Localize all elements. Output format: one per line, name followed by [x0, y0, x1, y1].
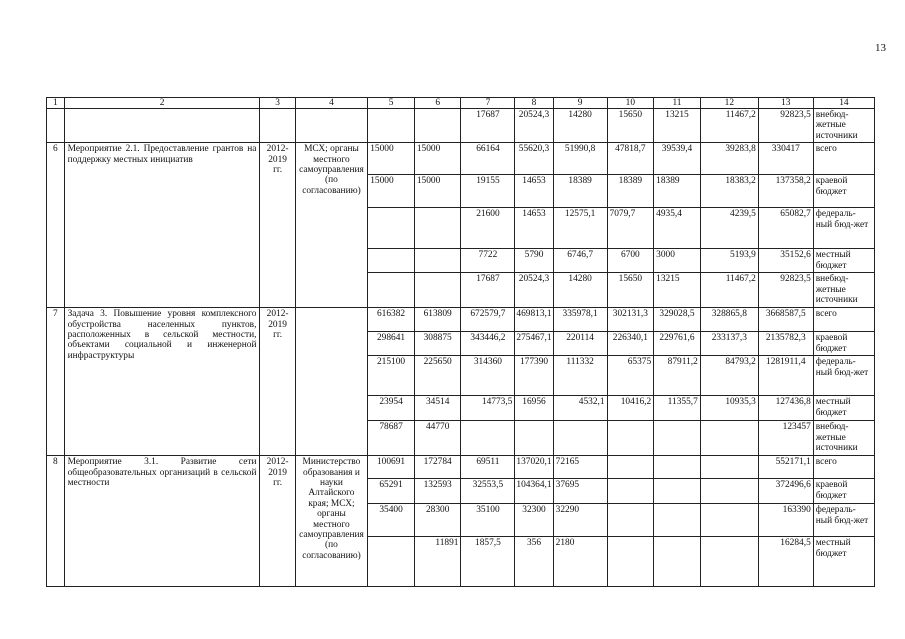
- value-cell: 275467,1: [515, 332, 553, 356]
- value-cell: 72165: [553, 456, 607, 479]
- value-cell: 7722: [461, 249, 515, 273]
- value-cell: [553, 421, 607, 456]
- header-cell: 11: [654, 98, 701, 109]
- value-cell: 10416,2: [607, 396, 654, 421]
- value-cell: 92823,5: [758, 109, 813, 143]
- value-cell: 233137,3: [700, 332, 758, 356]
- value-cell: 13215: [654, 109, 701, 143]
- value-cell: 32300: [515, 504, 553, 537]
- value-cell: [654, 421, 701, 456]
- value-cell: [368, 273, 415, 308]
- value-cell: 87911,2: [654, 356, 701, 396]
- value-cell: 3000: [654, 249, 701, 273]
- value-cell: 329028,5: [654, 308, 701, 332]
- value-cell: 11467,2: [700, 109, 758, 143]
- value-cell: 5193,9: [700, 249, 758, 273]
- value-cell: 65375: [607, 356, 654, 396]
- value-cell: [414, 249, 461, 273]
- value-cell: 17687: [461, 273, 515, 308]
- value-cell: 16956: [515, 396, 553, 421]
- value-cell: [515, 421, 553, 456]
- value-cell: 343446,2: [461, 332, 515, 356]
- value-cell: 302131,3: [607, 308, 654, 332]
- header-cell: 13: [758, 98, 813, 109]
- value-cell: 39283,8: [700, 143, 758, 175]
- value-cell: 14653: [515, 208, 553, 249]
- header-cell: 8: [515, 98, 553, 109]
- value-cell: 35400: [368, 504, 415, 537]
- table-row: [47, 143, 875, 175]
- value-cell: 21600: [461, 208, 515, 249]
- value-cell: 672579,7: [461, 308, 515, 332]
- value-cell: 3668587,5: [758, 308, 813, 332]
- value-cell: [368, 208, 415, 249]
- value-cell: 15650: [607, 273, 654, 308]
- value-cell: 44770: [414, 421, 461, 456]
- value-cell: 19155: [461, 175, 515, 208]
- value-cell: [607, 504, 654, 537]
- value-cell: 18389: [654, 175, 701, 208]
- value-cell: 14773,5: [461, 396, 515, 421]
- header-cell: 9: [553, 98, 607, 109]
- value-cell: [700, 504, 758, 537]
- value-cell: 4935,4: [654, 208, 701, 249]
- value-cell: 39539,4: [654, 143, 701, 175]
- funding-source-cell: местный бюджет: [813, 249, 874, 273]
- value-cell: 356: [515, 537, 553, 587]
- funding-source-cell: федераль-ный бюд-жет: [813, 356, 874, 396]
- value-cell: 51990,8: [553, 143, 607, 175]
- value-cell: 18383,2: [700, 175, 758, 208]
- value-cell: 65291: [368, 479, 415, 504]
- value-cell: 226340,1: [607, 332, 654, 356]
- value-cell: 328865,8: [700, 308, 758, 332]
- value-cell: 20524,3: [515, 273, 553, 308]
- funding-source-cell: местный бюджет: [813, 537, 874, 587]
- value-cell: 225650: [414, 356, 461, 396]
- header-cell: 6: [414, 98, 461, 109]
- value-cell: 11355,7: [654, 396, 701, 421]
- value-cell: 335978,1: [553, 308, 607, 332]
- value-cell: 4239,5: [700, 208, 758, 249]
- row-number-cell: 8: [47, 456, 65, 587]
- value-cell: 330417: [758, 143, 813, 175]
- funding-source-cell: краевой бюджет: [813, 479, 874, 504]
- header-cell: 4: [295, 98, 368, 109]
- period-cell: 2012-2019 гг.: [260, 308, 295, 456]
- value-cell: 616382: [368, 308, 415, 332]
- value-cell: 111332: [553, 356, 607, 396]
- funding-source-cell: краевой бюджет: [813, 175, 874, 208]
- value-cell: 55620,3: [515, 143, 553, 175]
- value-cell: 11467,2: [700, 273, 758, 308]
- value-cell: 613809: [414, 308, 461, 332]
- value-cell: [368, 537, 415, 587]
- value-cell: 2135782,3: [758, 332, 813, 356]
- value-cell: [700, 537, 758, 587]
- value-cell: 15000: [368, 143, 415, 175]
- header-cell: 10: [607, 98, 654, 109]
- period-cell: [260, 109, 295, 143]
- value-cell: 78687: [368, 421, 415, 456]
- value-cell: 172784: [414, 456, 461, 479]
- value-cell: 32290: [553, 504, 607, 537]
- value-cell: 137020,1: [515, 456, 553, 479]
- value-cell: [654, 479, 701, 504]
- value-cell: 15650: [607, 109, 654, 143]
- value-cell: 7079,7: [607, 208, 654, 249]
- funding-source-cell: федераль-ный бюд-жет: [813, 504, 874, 537]
- header-cell: 2: [64, 98, 260, 109]
- value-cell: [607, 537, 654, 587]
- value-cell: 298641: [368, 332, 415, 356]
- table-row: [47, 456, 875, 479]
- value-cell: 5790: [515, 249, 553, 273]
- header-cell: 3: [260, 98, 295, 109]
- row-number-cell: 7: [47, 308, 65, 456]
- value-cell: 104364,1: [515, 479, 553, 504]
- budget-table: [46, 97, 875, 587]
- table-row: [47, 308, 875, 332]
- funding-source-cell: краевой бюджет: [813, 332, 874, 356]
- value-cell: 137358,2: [758, 175, 813, 208]
- header-cell: 5: [368, 98, 415, 109]
- value-cell: 14280: [553, 109, 607, 143]
- funding-source-cell: всего: [813, 308, 874, 332]
- value-cell: 18389: [553, 175, 607, 208]
- funding-source-cell: федераль-ный бюд-жет: [813, 208, 874, 249]
- value-cell: [368, 109, 415, 143]
- value-cell: [654, 504, 701, 537]
- executor-cell: Министерство образования и науки Алтайского края; МСХ; органы местного самоуправления (по согласованию): [295, 456, 368, 587]
- value-cell: 10935,3: [700, 396, 758, 421]
- value-cell: 2180: [553, 537, 607, 587]
- value-cell: 15000: [368, 175, 415, 208]
- value-cell: 14653: [515, 175, 553, 208]
- value-cell: 14280: [553, 273, 607, 308]
- value-cell: 34514: [414, 396, 461, 421]
- value-cell: 132593: [414, 479, 461, 504]
- value-cell: 17687: [461, 109, 515, 143]
- value-cell: [414, 208, 461, 249]
- value-cell: 47818,7: [607, 143, 654, 175]
- value-cell: 69511: [461, 456, 515, 479]
- value-cell: [414, 273, 461, 308]
- measure-name-cell: [64, 109, 260, 143]
- value-cell: 469813,1: [515, 308, 553, 332]
- value-cell: 23954: [368, 396, 415, 421]
- funding-source-cell: внебюд-жетные источники: [813, 109, 874, 143]
- value-cell: 28300: [414, 504, 461, 537]
- value-cell: [700, 456, 758, 479]
- value-cell: [607, 421, 654, 456]
- executor-cell: [295, 109, 368, 143]
- value-cell: 6700: [607, 249, 654, 273]
- value-cell: 11891: [414, 537, 461, 587]
- value-cell: 32553,5: [461, 479, 515, 504]
- value-cell: 12575,1: [553, 208, 607, 249]
- value-cell: [700, 421, 758, 456]
- value-cell: 163390: [758, 504, 813, 537]
- value-cell: [654, 456, 701, 479]
- value-cell: 92823,5: [758, 273, 813, 308]
- value-cell: [461, 421, 515, 456]
- funding-source-cell: всего: [813, 456, 874, 479]
- value-cell: 4532,1: [553, 396, 607, 421]
- funding-source-cell: внебюд-жетные источники: [813, 421, 874, 456]
- value-cell: 66164: [461, 143, 515, 175]
- value-cell: 1857,5: [461, 537, 515, 587]
- row-number-cell: [47, 109, 65, 143]
- value-cell: 35100: [461, 504, 515, 537]
- measure-name-cell: Мероприятие 2.1. Предоставление грантов на поддержку местных инициатив: [64, 143, 260, 308]
- value-cell: 15000: [414, 175, 461, 208]
- value-cell: 177390: [515, 356, 553, 396]
- value-cell: [607, 456, 654, 479]
- value-cell: 15000: [414, 143, 461, 175]
- header-cell: 7: [461, 98, 515, 109]
- value-cell: 314360: [461, 356, 515, 396]
- value-cell: [607, 479, 654, 504]
- value-cell: 308875: [414, 332, 461, 356]
- value-cell: 84793,2: [700, 356, 758, 396]
- value-cell: 37695: [553, 479, 607, 504]
- value-cell: 127436,8: [758, 396, 813, 421]
- value-cell: 16284,5: [758, 537, 813, 587]
- value-cell: [368, 249, 415, 273]
- measure-name-cell: Мероприятие 3.1. Развитие сети общеобразовательных организаций в сельской местности: [64, 456, 260, 587]
- value-cell: 123457: [758, 421, 813, 456]
- period-cell: 2012-2019 гг.: [260, 456, 295, 587]
- funding-source-cell: всего: [813, 143, 874, 175]
- value-cell: 65082,7: [758, 208, 813, 249]
- measure-name-cell: Задача 3. Повышение уровня комплексного обустройства населенных пунктов, расположенных в сельской местности, объектами социальной и инженерной инфраструктуры: [64, 308, 260, 456]
- header-cell: 14: [813, 98, 874, 109]
- header-cell: 12: [700, 98, 758, 109]
- value-cell: 35152,6: [758, 249, 813, 273]
- value-cell: [700, 479, 758, 504]
- value-cell: 1281911,4: [758, 356, 813, 396]
- value-cell: 20524,3: [515, 109, 553, 143]
- value-cell: 18389: [607, 175, 654, 208]
- value-cell: [654, 537, 701, 587]
- value-cell: 229761,6: [654, 332, 701, 356]
- value-cell: 13215: [654, 273, 701, 308]
- row-number-cell: 6: [47, 143, 65, 308]
- value-cell: 215100: [368, 356, 415, 396]
- funding-source-cell: местный бюджет: [813, 396, 874, 421]
- value-cell: [414, 109, 461, 143]
- funding-source-cell: внебюд-жетные источники: [813, 273, 874, 308]
- value-cell: 372496,6: [758, 479, 813, 504]
- value-cell: 6746,7: [553, 249, 607, 273]
- column-number-row: [47, 98, 875, 109]
- table-row: [47, 109, 875, 143]
- value-cell: 220114: [553, 332, 607, 356]
- value-cell: 100691: [368, 456, 415, 479]
- value-cell: 552171,1: [758, 456, 813, 479]
- header-cell: 1: [47, 98, 65, 109]
- executor-cell: [295, 308, 368, 456]
- period-cell: 2012-2019 гг.: [260, 143, 295, 308]
- executor-cell: МСХ; органы местного самоуправления (по согласованию): [295, 143, 368, 308]
- page-number: 13: [875, 42, 886, 54]
